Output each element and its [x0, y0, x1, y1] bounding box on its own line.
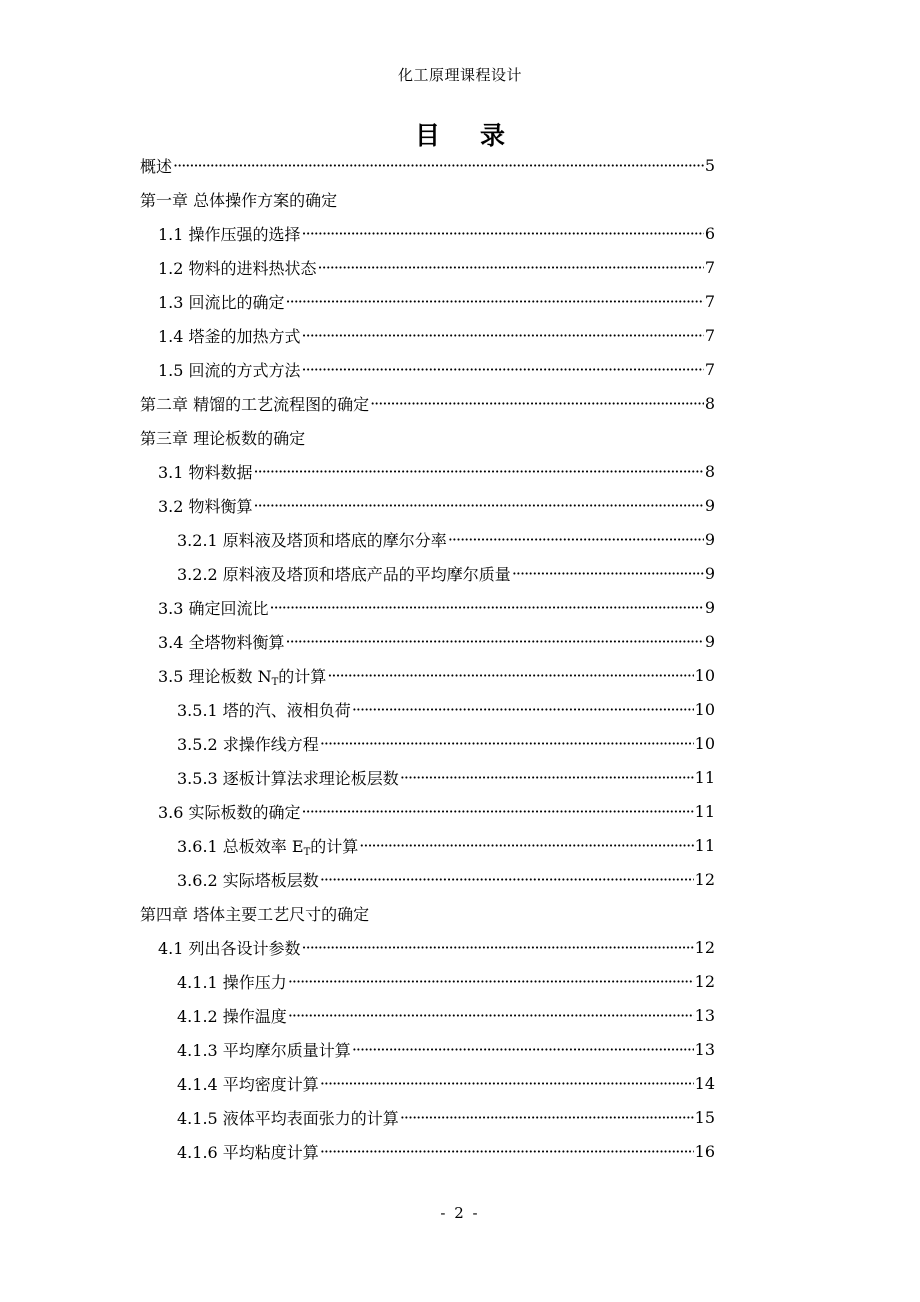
toc-entry-label-text: 3.4 全塔物料衡算 — [158, 632, 285, 652]
toc-dot-leader — [302, 224, 704, 243]
toc-page-number: 15 — [694, 1107, 715, 1127]
toc-page-number: 9 — [704, 495, 715, 515]
toc-entry-label — [177, 834, 358, 857]
toc-dot-leader — [254, 496, 704, 515]
toc-dot-leader — [352, 1040, 694, 1059]
toc-entry[interactable] — [140, 182, 715, 216]
toc-page-number: 9 — [704, 597, 715, 617]
toc-page-number: 12 — [694, 971, 715, 991]
toc-entry-label — [158, 256, 317, 279]
toc-page-number: 7 — [704, 291, 715, 311]
toc-entry-label-text: 4.1.6 平均粘度计算 — [177, 1142, 319, 1162]
toc-dot-leader — [512, 564, 704, 583]
toc-entry[interactable] — [140, 828, 715, 862]
toc-dot-leader — [286, 632, 704, 651]
toc-entry-label — [158, 800, 301, 823]
toc-dot-leader — [286, 292, 704, 311]
toc-entry-label — [177, 1038, 351, 1061]
toc-entry-label — [158, 936, 301, 959]
toc-entry[interactable] — [140, 624, 715, 658]
toc-entry[interactable] — [140, 386, 715, 420]
toc-dot-leader — [320, 734, 694, 753]
toc-entry-label-text: 3.5.1 塔的汽、液相负荷 — [177, 700, 351, 720]
table-of-contents — [140, 148, 715, 1168]
toc-page-number: 9 — [704, 529, 715, 549]
toc-page-number: 10 — [694, 665, 715, 685]
toc-entry-label — [158, 460, 253, 483]
toc-entry-label — [140, 426, 305, 449]
toc-dot-leader — [400, 1108, 694, 1127]
toc-entry[interactable] — [140, 998, 715, 1032]
toc-entry-label-text: 1.4 塔釜的加热方式 — [158, 326, 301, 346]
toc-dot-leader — [318, 258, 704, 277]
toc-page-number: 11 — [694, 767, 715, 787]
toc-page-number: 16 — [694, 1141, 715, 1161]
toc-entry-label-text: 第一章 总体操作方案的确定 — [140, 190, 338, 210]
toc-entry-label — [177, 1140, 319, 1163]
toc-entry[interactable] — [140, 454, 715, 488]
toc-entry-label — [177, 970, 287, 993]
toc-dot-leader — [270, 598, 704, 617]
toc-entry[interactable] — [140, 148, 715, 182]
toc-entry-label-text: 4.1.5 液体平均表面张力的计算 — [177, 1108, 399, 1128]
toc-entry-label — [140, 154, 172, 177]
toc-dot-leader — [288, 1006, 694, 1025]
toc-entry-label-text: 3.2 物料衡算 — [158, 496, 253, 516]
toc-entry-label — [158, 290, 285, 313]
toc-dot-leader — [448, 530, 704, 549]
toc-title: 目录 — [414, 121, 545, 150]
toc-entry[interactable] — [140, 216, 715, 250]
toc-entry-label-text: 4.1.2 操作温度 — [177, 1006, 287, 1026]
toc-entry-label — [158, 222, 301, 245]
toc-entry[interactable] — [140, 862, 715, 896]
toc-dot-leader — [320, 1074, 694, 1093]
toc-entry-label — [177, 1004, 287, 1027]
toc-entry-label-text: 第四章 塔体主要工艺尺寸的确定 — [140, 904, 370, 924]
toc-entry[interactable] — [140, 930, 715, 964]
toc-entry-label — [177, 1072, 319, 1095]
toc-entry[interactable] — [140, 1100, 715, 1134]
toc-page-number: 6 — [704, 223, 715, 243]
toc-entry-label — [177, 732, 319, 755]
toc-entry-label — [177, 766, 399, 789]
toc-entry[interactable] — [140, 556, 715, 590]
toc-entry-label-text: 3.2.2 原料液及塔顶和塔底产品的平均摩尔质量 — [177, 564, 511, 584]
toc-page-number: 7 — [704, 257, 715, 277]
toc-entry-label — [158, 494, 253, 517]
page-number: - 2 - — [440, 1204, 480, 1222]
toc-page-number: 12 — [694, 869, 715, 889]
toc-entry[interactable] — [140, 964, 715, 998]
toc-entry[interactable] — [140, 794, 715, 828]
toc-dot-leader — [302, 326, 704, 345]
toc-entry[interactable] — [140, 760, 715, 794]
toc-entry-label — [140, 902, 369, 925]
toc-entry-label-text: 3.5.2 求操作线方程 — [177, 734, 319, 754]
toc-entry-label-text: 4.1.3 平均摩尔质量计算 — [177, 1040, 351, 1060]
toc-dot-leader — [352, 700, 694, 719]
toc-entry-label-text: 1.3 回流比的确定 — [158, 292, 285, 312]
toc-page-number: 5 — [704, 155, 715, 175]
toc-entry-label — [158, 664, 326, 687]
toc-page-number: 12 — [694, 937, 715, 957]
toc-entry-label-text: 3.6.2 实际塔板层数 — [177, 870, 319, 890]
toc-entry-label — [158, 324, 301, 347]
toc-page-number: 8 — [704, 393, 715, 413]
toc-entry[interactable] — [140, 658, 715, 692]
toc-dot-leader — [359, 836, 693, 855]
toc-entry-label — [140, 188, 337, 211]
toc-page-number: 9 — [704, 631, 715, 651]
toc-entry-label — [158, 596, 269, 619]
running-header: 化工原理课程设计 — [397, 66, 522, 84]
toc-entry-label — [177, 1106, 399, 1129]
toc-entry-label-text: 1.1 操作压强的选择 — [158, 224, 301, 244]
toc-entry[interactable] — [140, 1066, 715, 1100]
toc-entry-label-text: 概述 — [140, 156, 173, 176]
toc-entry-label — [158, 358, 301, 381]
toc-entry-label-text: 3.6.1 总板效率 E — [177, 836, 304, 856]
toc-entry-label-text: 1.5 回流的方式方法 — [158, 360, 301, 380]
toc-entry[interactable] — [140, 896, 715, 930]
toc-entry-label-text: 3.3 确定回流比 — [158, 598, 269, 618]
toc-dot-leader — [173, 156, 704, 175]
toc-entry-label-text: 第二章 精馏的工艺流程图的确定 — [140, 394, 370, 414]
toc-entry-label-text: 3.6 实际板数的确定 — [158, 802, 301, 822]
toc-entry[interactable] — [140, 352, 715, 386]
toc-page-number: 9 — [704, 563, 715, 583]
toc-page-number: 10 — [694, 733, 715, 753]
toc-entry-label-suffix: 的计算 — [278, 666, 327, 686]
toc-entry[interactable] — [140, 420, 715, 454]
toc-entry-subscript: T — [303, 846, 311, 858]
toc-entry[interactable] — [140, 590, 715, 624]
toc-entry[interactable] — [140, 726, 715, 760]
toc-entry-label — [177, 528, 447, 551]
toc-dot-leader — [302, 802, 694, 821]
toc-page-number: 7 — [704, 359, 715, 379]
toc-page-number: 11 — [694, 801, 715, 821]
toc-entry-label — [177, 562, 511, 585]
toc-entry-label-text: 3.1 物料数据 — [158, 462, 253, 482]
toc-entry-label — [140, 392, 369, 415]
toc-entry-label — [177, 868, 319, 891]
toc-entry-label-text: 第三章 理论板数的确定 — [140, 428, 306, 448]
toc-dot-leader — [400, 768, 694, 787]
toc-dot-leader — [327, 666, 693, 685]
toc-entry-label-text: 3.5 理论板数 N — [158, 666, 272, 686]
toc-entry-label-text: 1.2 物料的进料热状态 — [158, 258, 317, 278]
toc-entry[interactable] — [140, 284, 715, 318]
toc-page-number: 11 — [694, 835, 715, 855]
toc-page-number: 7 — [704, 325, 715, 345]
toc-dot-leader — [254, 462, 704, 481]
toc-entry[interactable] — [140, 1032, 715, 1066]
toc-entry[interactable] — [140, 1134, 715, 1168]
toc-entry-label — [158, 630, 285, 653]
toc-dot-leader — [370, 394, 704, 413]
toc-entry[interactable] — [140, 692, 715, 726]
toc-dot-leader — [302, 360, 704, 379]
toc-entry-subscript: T — [271, 676, 279, 688]
toc-entry-label-text: 4.1 列出各设计参数 — [158, 938, 301, 958]
toc-page-number: 10 — [694, 699, 715, 719]
toc-page-number: 14 — [694, 1073, 715, 1093]
toc-entry-label-suffix: 的计算 — [310, 836, 359, 856]
toc-entry[interactable] — [140, 250, 715, 284]
toc-dot-leader — [320, 1142, 694, 1161]
toc-page-number: 13 — [694, 1039, 715, 1059]
toc-entry-label-text: 4.1.1 操作压力 — [177, 972, 287, 992]
toc-page-number: 13 — [694, 1005, 715, 1025]
toc-entry-label — [177, 698, 351, 721]
toc-entry-label-text: 4.1.4 平均密度计算 — [177, 1074, 319, 1094]
toc-entry-label-text: 3.5.3 逐板计算法求理论板层数 — [177, 768, 399, 788]
toc-entry[interactable] — [140, 522, 715, 556]
toc-dot-leader — [320, 870, 694, 889]
toc-dot-leader — [302, 938, 694, 957]
toc-entry-label-text: 3.2.1 原料液及塔顶和塔底的摩尔分率 — [177, 530, 447, 550]
toc-dot-leader — [288, 972, 694, 991]
toc-entry[interactable] — [140, 318, 715, 352]
toc-entry[interactable] — [140, 488, 715, 522]
toc-page-number: 8 — [704, 461, 715, 481]
